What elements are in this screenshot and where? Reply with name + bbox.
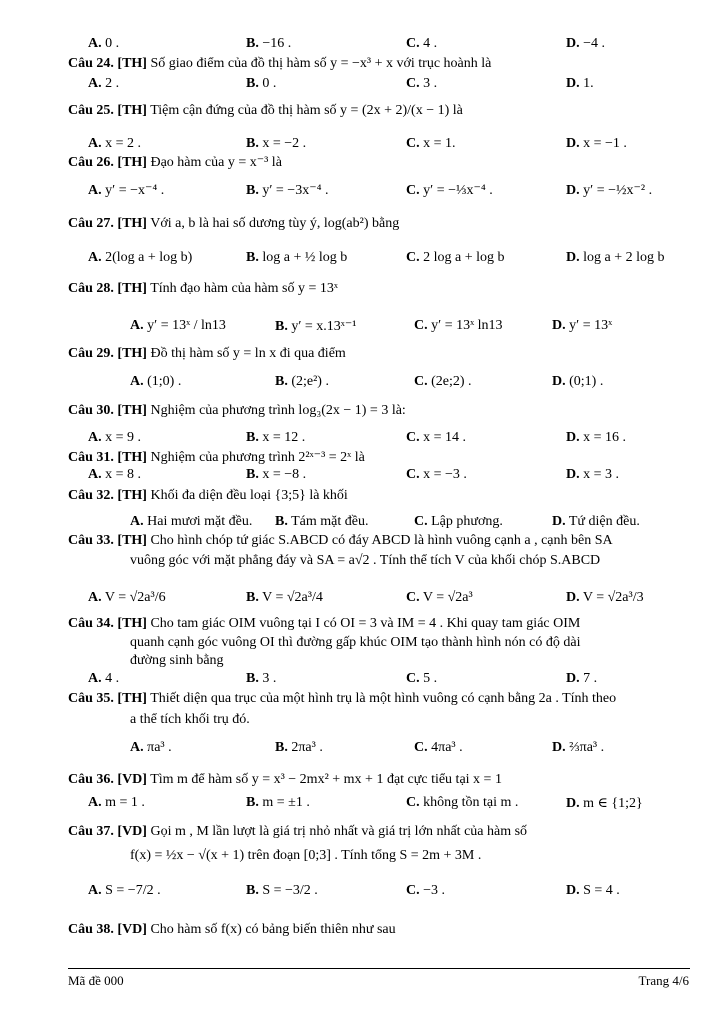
question-level-tag: [TH] [117, 533, 147, 548]
answer-option-value: (2;e²) . [291, 374, 329, 389]
answer-option-value: x = −2 . [262, 136, 307, 151]
answer-option-label: C. [414, 514, 428, 529]
answer-option-label: A. [130, 514, 144, 529]
answer-option-label: D. [566, 183, 580, 198]
question [68, 922, 396, 938]
answer-option-label: D. [566, 250, 580, 265]
answer-option-label: A. [130, 740, 144, 755]
question [68, 216, 399, 232]
answer-option [414, 374, 472, 390]
question-level-tag: [VD] [117, 824, 147, 839]
answer-option-value: V = √2a³/6 [104, 590, 166, 605]
question-text: Tìm m để hàm số y = x³ − 2mx² + mx + 1 đạt cực tiểu tại x = 1 [150, 772, 502, 787]
answer-option-value: Hai mươi mặt đều. [147, 514, 253, 529]
answer-option-label: A. [88, 883, 102, 898]
question [68, 616, 580, 632]
answer-option-value: Tám mặt đều. [291, 514, 369, 529]
question-text: Tiệm cận đứng của đồ thị hàm số y = (2x + 2)/(x − 1) là [150, 103, 463, 118]
answer-option [566, 36, 605, 52]
answer-option [566, 795, 643, 812]
question-text-continued: vuông góc với mặt phẳng đáy và SA = a√2 . Tính thể tích V của khối chóp S.ABCD [130, 553, 601, 568]
answer-option-label: B. [246, 136, 259, 151]
question-number: Câu 30. [68, 403, 114, 418]
answer-option-label: A. [88, 671, 102, 686]
question [68, 691, 616, 707]
answer-option-value: x = 8 . [105, 467, 142, 482]
answer-option [88, 76, 119, 92]
answer-option [566, 182, 652, 199]
question-number: Câu 34. [68, 616, 114, 631]
answer-option [246, 36, 291, 52]
answer-option-value: −16 . [262, 36, 292, 51]
answer-option-label: D. [552, 740, 566, 755]
answer-option [566, 136, 627, 152]
question [68, 772, 502, 788]
answer-option-value: S = 4 . [583, 883, 620, 898]
answer-option [566, 590, 644, 606]
answer-option-label: C. [406, 467, 420, 482]
answer-option-label: C. [406, 76, 420, 91]
answer-option-label: D. [566, 36, 580, 51]
answer-option-label: A. [130, 318, 144, 333]
answer-option-value: V = √2a³/3 [582, 590, 644, 605]
answer-option [552, 318, 612, 334]
answer-option [552, 374, 603, 390]
answer-option-label: D. [552, 374, 566, 389]
question-text-continued: f(x) = ½x − √(x + 1) trên đoạn [0;3] . Tính tổng S = 2m + 3M . [130, 848, 482, 863]
answer-option-label: D. [566, 430, 580, 445]
answer-option-value: log a + 2 log b [583, 250, 665, 265]
answer-option [275, 514, 368, 530]
question-level-tag: [TH] [117, 281, 147, 296]
answer-option-label: D. [566, 671, 580, 686]
answer-option [406, 671, 437, 687]
question-level-tag: [TH] [117, 616, 147, 631]
question-text: Với a, b là hai số dương tùy ý, log(ab²) bằng [150, 216, 400, 231]
answer-option-value: y′ = −3x⁻⁴ . [262, 183, 329, 198]
answer-option-value: 4πa³ . [431, 740, 463, 755]
answer-option-label: B. [275, 319, 288, 334]
question-text: Gọi m , M lần lượt là giá trị nhỏ nhất và giá trị lớn nhất của hàm số [150, 824, 528, 839]
answer-option-value: S = −7/2 . [105, 883, 161, 898]
footer-divider [68, 968, 690, 969]
answer-option-label: D. [552, 318, 566, 333]
answer-option-label: C. [406, 183, 420, 198]
answer-option-value: 5 . [423, 671, 438, 686]
question-text-continued: đường sinh bằng [130, 653, 224, 668]
answer-option-value: 2 . [105, 76, 120, 91]
answer-option-value: m = 1 . [105, 795, 145, 810]
answer-option-label: D. [566, 76, 580, 91]
answer-option [88, 182, 164, 199]
question-text: Nghiệm của phương trình 2²ˣ⁻³ = 2ˣ là [150, 450, 365, 465]
answer-option-label: B. [275, 514, 288, 529]
answer-option-label: B. [246, 36, 259, 51]
answer-option [246, 182, 328, 199]
answer-option-label: C. [406, 795, 420, 810]
answer-option-label: A. [88, 430, 102, 445]
question-text: Đồ thị hàm số y = ln x đi qua điểm [150, 346, 346, 361]
question-text: Cho tam giác OIM vuông tại I có OI = 3 và IM = 4 . Khi quay tam giác OIM [150, 616, 581, 631]
answer-option [130, 740, 172, 756]
answer-option-value: x = 2 . [105, 136, 142, 151]
question-level-tag: [TH] [117, 450, 147, 465]
answer-option-label: B. [275, 374, 288, 389]
question-number: Câu 26. [68, 155, 114, 170]
question-level-tag: [TH] [117, 346, 147, 361]
answer-option-value: 7 . [583, 671, 598, 686]
answer-option [88, 883, 161, 899]
answer-option [246, 250, 347, 266]
question-number: Câu 35. [68, 691, 114, 706]
answer-option-value: 4 . [105, 671, 120, 686]
answer-option [566, 76, 594, 92]
question [68, 346, 346, 362]
answer-option [246, 76, 276, 92]
answer-option [130, 374, 181, 390]
question-number: Câu 28. [68, 281, 114, 296]
answer-option-label: A. [88, 795, 102, 810]
answer-option-label: B. [246, 183, 259, 198]
answer-option-value: y′ = 13ˣ ln13 [431, 318, 503, 333]
answer-option-value: (0;1) . [569, 374, 604, 389]
question-text: Số giao điểm của đồ thị hàm số y = −x³ + x với trục hoành là [150, 56, 492, 71]
question [68, 533, 613, 549]
answer-option [566, 883, 620, 899]
question-number: Câu 27. [68, 216, 114, 231]
answer-option-value: ⅔πa³ . [569, 740, 605, 755]
answer-option [566, 430, 626, 446]
answer-option [406, 250, 505, 266]
answer-option [406, 590, 473, 606]
answer-option-label: A. [88, 136, 102, 151]
answer-option-value: không tồn tại m . [423, 795, 519, 810]
question [68, 281, 338, 297]
answer-option [406, 883, 445, 899]
answer-option-label: A. [88, 36, 102, 51]
question [68, 488, 348, 504]
answer-option-value: y′ = x.13ˣ⁻¹ [291, 319, 357, 334]
answer-option-label: C. [406, 136, 420, 151]
question-text: Đạo hàm của y = x⁻³ là [150, 155, 282, 170]
answer-option [246, 795, 310, 811]
answer-option [275, 374, 329, 390]
answer-option-value: x = 1. [423, 136, 456, 151]
answer-option [552, 740, 604, 756]
question [68, 403, 406, 419]
question-number: Câu 32. [68, 488, 114, 503]
answer-option-label: A. [88, 183, 102, 198]
answer-option-label: C. [406, 250, 420, 265]
answer-option [566, 671, 597, 687]
question-level-tag: [TH] [117, 488, 147, 503]
answer-option-label: A. [88, 467, 102, 482]
answer-option-label: C. [406, 671, 420, 686]
answer-option-label: B. [246, 671, 259, 686]
answer-option [88, 430, 141, 446]
question-number: Câu 31. [68, 450, 114, 465]
answer-option-value: y′ = −½x⁻² . [583, 183, 653, 198]
answer-option-value: log a + ½ log b [262, 250, 348, 265]
answer-option-value: m = ±1 . [262, 795, 310, 810]
answer-option [88, 795, 145, 811]
answer-option-value: 2 log a + log b [423, 250, 505, 265]
answer-option-label: A. [88, 590, 102, 605]
answer-option [566, 250, 665, 266]
answer-option-label: B. [246, 467, 259, 482]
answer-option [246, 136, 306, 152]
answer-option [88, 250, 192, 266]
answer-option-label: D. [566, 590, 580, 605]
answer-option-label: A. [88, 250, 102, 265]
question-number: Câu 33. [68, 533, 114, 548]
answer-option-label: D. [566, 883, 580, 898]
answer-option [88, 671, 119, 687]
answer-option-value: (2e;2) . [431, 374, 472, 389]
answer-option-value: x = −1 . [583, 136, 627, 151]
question-text: Tính đạo hàm của hàm số y = 13ˣ [150, 281, 338, 296]
answer-option [88, 36, 119, 52]
answer-option-label: B. [246, 430, 259, 445]
answer-option-value: πa³ . [147, 740, 172, 755]
answer-option-label: C. [414, 374, 428, 389]
answer-option [88, 136, 141, 152]
answer-option-label: B. [246, 76, 259, 91]
answer-option-value: 2(log a + log b) [105, 250, 193, 265]
question-text: Cho hình chóp tứ giác S.ABCD có đáy ABCD là hình vuông cạnh a , cạnh bên SA [150, 533, 613, 548]
answer-option [552, 514, 640, 530]
answer-option-value: (1;0) . [147, 374, 182, 389]
answer-option-value: y′ = −⅓x⁻⁴ . [423, 183, 493, 198]
answer-option [406, 430, 466, 446]
answer-option [275, 318, 356, 335]
answer-option-value: x = 3 . [583, 467, 620, 482]
answer-option-label: B. [275, 740, 288, 755]
answer-option-value: S = −3/2 . [262, 883, 318, 898]
answer-option-value: x = 14 . [423, 430, 467, 445]
question-level-tag: [TH] [117, 103, 147, 118]
answer-option-label: D. [566, 467, 580, 482]
answer-option-value: 0 . [262, 76, 277, 91]
answer-option-label: C. [414, 318, 428, 333]
answer-option-value: x = −8 . [262, 467, 307, 482]
answer-option [246, 467, 306, 483]
answer-option-label: D. [566, 796, 580, 811]
answer-option-label: D. [552, 514, 566, 529]
question-number: Câu 25. [68, 103, 114, 118]
answer-option [406, 136, 456, 152]
question [68, 154, 282, 171]
answer-option [406, 182, 493, 199]
answer-option-label: C. [406, 430, 420, 445]
answer-option-value: x = 12 . [262, 430, 306, 445]
answer-option-label: C. [414, 740, 428, 755]
question-text: Nghiệm của phương trình log₃(2x − 1) = 3 là: [150, 403, 406, 418]
question-text: Khối đa diện đều loại {3;5} là khối [150, 488, 348, 503]
question-level-tag: [TH] [117, 56, 147, 71]
answer-option [130, 318, 226, 334]
answer-option-label: B. [246, 883, 259, 898]
answer-option [414, 514, 503, 530]
answer-option-value: 4 . [423, 36, 438, 51]
answer-option-label: C. [406, 883, 420, 898]
answer-option [414, 318, 503, 334]
answer-option-label: C. [406, 36, 420, 51]
answer-option-value: −4 . [583, 36, 606, 51]
question [68, 56, 491, 72]
answer-option-value: Tứ diện đều. [568, 514, 640, 529]
answer-option-label: A. [130, 374, 144, 389]
answer-option [406, 467, 467, 483]
question [68, 103, 463, 119]
question-level-tag: [TH] [117, 216, 147, 231]
question-number: Câu 36. [68, 772, 114, 787]
answer-option-value: Lập phương. [431, 514, 503, 529]
answer-option-value: V = √2a³ [422, 590, 473, 605]
question [68, 824, 527, 840]
answer-option-value: m ∈ {1;2} [583, 796, 643, 811]
answer-option-value: y′ = 13ˣ / ln13 [147, 318, 226, 333]
answer-option-label: A. [88, 76, 102, 91]
answer-option [130, 514, 252, 530]
answer-option [406, 795, 518, 811]
footer-exam-code: Mã đề 000 [68, 973, 124, 988]
question-text: Cho hàm số f(x) có bảng biến thiên như sau [150, 922, 396, 937]
answer-option-value: y′ = 13ˣ [569, 318, 613, 333]
answer-option [414, 740, 463, 756]
answer-option-label: D. [566, 136, 580, 151]
answer-option [406, 36, 437, 52]
question-level-tag: [TH] [117, 403, 147, 418]
answer-option [246, 671, 276, 687]
answer-option [275, 740, 323, 756]
answer-option [246, 883, 318, 899]
question-text: Thiết diện qua trục của một hình trụ là một hình vuông có cạnh bằng 2a . Tính theo [150, 691, 617, 706]
answer-option [88, 590, 166, 606]
answer-option-label: B. [246, 795, 259, 810]
answer-option-value: 2πa³ . [291, 740, 323, 755]
answer-option-label: B. [246, 590, 259, 605]
answer-option-value: 3 . [262, 671, 277, 686]
question-level-tag: [TH] [117, 691, 147, 706]
answer-option-value: x = 16 . [583, 430, 627, 445]
question-number: Câu 24. [68, 56, 114, 71]
answer-option-value: 1. [583, 76, 594, 91]
answer-option-value: y′ = −x⁻⁴ . [105, 183, 165, 198]
footer-page-number: Trang 4/6 [638, 973, 689, 988]
answer-option [406, 76, 437, 92]
answer-option-value: 0 . [105, 36, 120, 51]
question-number: Câu 38. [68, 922, 114, 937]
answer-option [566, 467, 619, 483]
question-number: Câu 29. [68, 346, 114, 361]
question-level-tag: [VD] [117, 772, 147, 787]
question [68, 449, 365, 466]
answer-option-label: C. [406, 590, 420, 605]
answer-option-value: 3 . [423, 76, 438, 91]
question-level-tag: [TH] [117, 155, 147, 170]
question-level-tag: [VD] [117, 922, 147, 937]
answer-option [246, 430, 305, 446]
answer-option-value: x = −3 . [423, 467, 467, 482]
answer-option-value: −3 . [423, 883, 446, 898]
question-text-continued: a thể tích khối trụ đó. [130, 712, 250, 727]
answer-option [88, 467, 141, 483]
question-number: Câu 37. [68, 824, 114, 839]
answer-option-value: V = √2a³/4 [262, 590, 323, 605]
question-text-continued: quanh cạnh góc vuông OI thì đường gấp khúc OIM tạo thành hình nón có độ dài [130, 635, 581, 650]
answer-option-value: x = 9 . [105, 430, 142, 445]
answer-option [246, 590, 323, 606]
answer-option-label: B. [246, 250, 259, 265]
